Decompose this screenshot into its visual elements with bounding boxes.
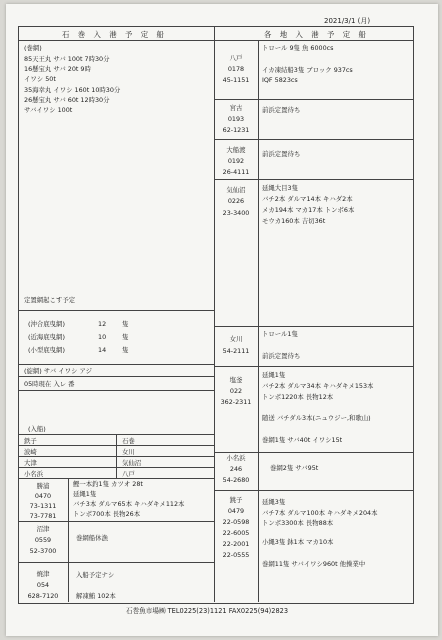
port-phone: 54-2680 <box>222 476 250 484</box>
port-detail: モウカ160本 吉切36t <box>262 217 326 225</box>
port-detail: 巻網2隻 サバ95t <box>270 464 319 472</box>
port-detail: 随送 バチダル3本(ニュウジー,和歌山) <box>262 414 371 422</box>
trawl-unit: 隻 <box>122 320 129 328</box>
port-cell: 波崎 <box>24 448 37 456</box>
senbiki-note: 05時現在 入レ 番 <box>24 380 75 388</box>
left-header: 石 巻 入 港 予 定 船 <box>62 30 167 39</box>
divider <box>214 179 413 180</box>
port-cell: 大津 <box>24 459 37 467</box>
teichi-label: 定置網起こす予定 <box>24 296 76 304</box>
port-phone: 54-2111 <box>222 347 250 355</box>
center-divider <box>214 26 215 602</box>
port-name: 八戸 <box>229 54 243 62</box>
port-name: 女川 <box>229 335 243 343</box>
port-phone: 0559 <box>34 536 52 544</box>
divider <box>18 310 214 311</box>
port-detail: 巻網11隻 サバイワシ960t 他操業中 <box>262 560 366 568</box>
port-phone: 0470 <box>34 492 52 500</box>
port-phone: 0178 <box>227 65 245 73</box>
port-detail: バチ2本 ダルマ14本 キハダ2本 <box>262 195 353 203</box>
port-name: 銚子 <box>229 496 243 504</box>
port-cell: 小名浜 <box>24 470 44 478</box>
divider <box>18 456 214 457</box>
port-cell: 石巻 <box>122 437 135 445</box>
footer-contact: 石巻魚市場㈱ TEL0225(23)1121 FAX0225(94)2823 <box>126 607 289 615</box>
port-detail: 巻網船休漁 <box>76 534 108 542</box>
port-detail: メカ194本 マカ17本 トンボ6本 <box>262 206 355 214</box>
divider <box>18 521 214 522</box>
makiami-row: 16懸宝丸 サバ 20t 9時 <box>24 65 91 73</box>
divider <box>214 452 413 453</box>
trawl-unit: 隻 <box>122 346 129 354</box>
trawl-count: 10 <box>98 333 107 341</box>
port-detail: 前浜定置待ち <box>262 106 301 114</box>
port-name: 大船渡 <box>226 146 246 154</box>
port-detail: 入船予定ナシ <box>76 571 115 579</box>
divider <box>18 445 214 446</box>
port-phone: 246 <box>229 465 243 473</box>
port-detail: 鰹一本釣1隻 カツオ 28t <box>73 480 143 488</box>
divider <box>214 99 413 100</box>
port-detail: バチ7本 ダルマ100本 キハダキメ204本 <box>262 509 378 517</box>
port-phone: 0479 <box>227 507 245 515</box>
report-date: 2021/3/1 (月) <box>324 17 371 25</box>
port-phone: 0192 <box>227 157 245 165</box>
trawl-unit: 隻 <box>122 333 129 341</box>
port-name: 勝浦 <box>36 482 50 490</box>
header-divider <box>18 40 413 41</box>
port-phone: 628-7120 <box>27 592 59 600</box>
port-phone: 45-1151 <box>222 76 250 84</box>
right-header: 各 地 入 港 予 定 船 <box>264 30 369 39</box>
port-detail: トロール1隻 <box>262 330 298 338</box>
port-detail: トンボ700本 長物26本 <box>73 510 141 518</box>
port-phone: 362-2311 <box>220 398 252 406</box>
port-phone: 22-0555 <box>222 551 250 559</box>
port-name: 気仙沼 <box>226 186 246 194</box>
trawl-count: 12 <box>98 320 107 328</box>
port-phone: 62-1231 <box>222 126 250 134</box>
trawl-count: 14 <box>98 346 107 354</box>
port-detail: 延縄1隻 <box>262 371 286 379</box>
port-name: 小名浜 <box>226 454 246 462</box>
port-phone: 22-0598 <box>222 518 250 526</box>
port-detail: 延縄3隻 <box>262 498 286 506</box>
port-name: 焼津 <box>36 570 50 578</box>
port-phone: 73-1311 <box>29 502 57 510</box>
divider <box>18 467 214 468</box>
divider <box>18 390 214 391</box>
port-detail: イカ凍結船3隻 ブロック 937cs <box>262 66 353 74</box>
port-detail: 延縄大目3隻 <box>262 184 299 192</box>
makiami-label: (巻網) <box>24 44 42 52</box>
trawl-type: (沖合底曳網) <box>28 320 65 328</box>
port-name: 塩釜 <box>229 376 243 384</box>
divider <box>18 562 214 563</box>
port-phone: 26-4111 <box>222 168 250 176</box>
divider <box>18 376 214 377</box>
port-name: 宮古 <box>229 104 243 112</box>
makiami-row: 26懸宝丸 サバ 60t 12時30分 <box>24 96 110 104</box>
port-phone: 22-2001 <box>222 540 250 548</box>
port-phone: 0193 <box>227 115 245 123</box>
fish-market-arrival-sheet <box>6 4 438 636</box>
port-detail: 前浜定置待ち <box>262 352 301 360</box>
divider <box>214 326 413 327</box>
port-detail: 解凍鮪 102本 <box>76 592 116 600</box>
divider <box>18 364 214 365</box>
port-phone: 022 <box>229 387 243 395</box>
port-detail: 延縄1隻 <box>73 490 97 498</box>
port-detail: バチ3本 ダルマ65本 キハダキメ112本 <box>73 500 185 508</box>
port-cell: 八戸 <box>122 470 135 478</box>
divider <box>214 139 413 140</box>
port-cell: 鉄子 <box>24 437 37 445</box>
makiami-row: 85天王丸 サバ 100t 7時30分 <box>24 55 110 63</box>
port-cell: 女川 <box>122 448 135 456</box>
nyuuseki-label: (入船) <box>28 425 46 433</box>
trawl-type: (近海底曳網) <box>28 333 65 341</box>
port-detail: IQF 5823cs <box>262 76 298 84</box>
divider <box>18 478 214 479</box>
makiami-row: イワシ 50t <box>24 75 56 83</box>
divider <box>214 490 413 491</box>
port-detail: トンボ3300本 長物88本 <box>262 519 334 527</box>
port-phone: 0226 <box>227 197 245 205</box>
port-detail: 小縄3隻 鉢1本 マカ10本 <box>262 538 334 546</box>
port-detail: 巻網1隻 サバ40t イワシ15t <box>262 436 343 444</box>
makiami-row: 35海幸丸 イワシ 160t 10時30分 <box>24 86 121 94</box>
divider <box>214 366 413 367</box>
trawl-type: (小型底曳網) <box>28 346 65 354</box>
port-detail: 前浜定置待ち <box>262 150 301 158</box>
port-phone: 73-7781 <box>29 512 57 520</box>
port-phone: 22-6005 <box>222 529 250 537</box>
port-phone: 054 <box>36 581 50 589</box>
port-detail: トンボ1220本 長物12本 <box>262 393 334 401</box>
divider <box>68 478 69 602</box>
port-cell: 気仙沼 <box>122 459 142 467</box>
divider <box>258 40 259 602</box>
makiami-row: サバイワシ 100t <box>24 106 73 114</box>
senbiki-label: (旋網) サバ イワシ アジ <box>24 367 92 375</box>
port-phone: 23-3400 <box>222 209 250 217</box>
port-detail: バチ2本 ダルマ34本 キハダキメ153本 <box>262 382 374 390</box>
port-detail: トロール 9隻 魚 6000cs <box>262 44 334 52</box>
port-name: 沼津 <box>36 525 50 533</box>
port-phone: 52-3700 <box>29 547 57 555</box>
